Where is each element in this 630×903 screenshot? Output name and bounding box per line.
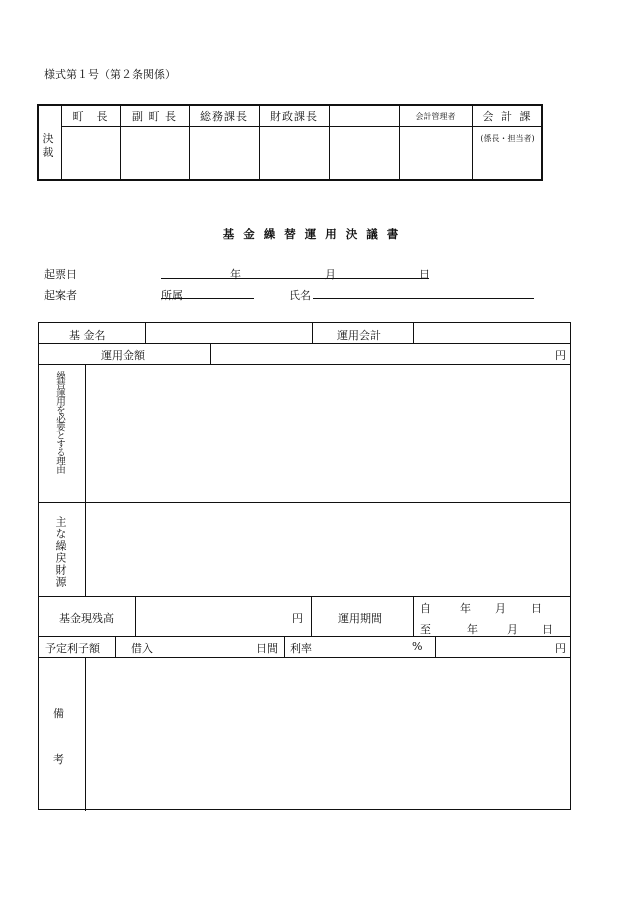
fund-name-label: 基 金名	[69, 329, 106, 342]
interest-label: 予定利子額	[45, 642, 100, 655]
drafter-dept: 所属	[161, 289, 183, 302]
period-label: 運用期間	[338, 612, 382, 625]
approval-header-general-affairs: 総務課長	[200, 110, 248, 123]
percent-label: %	[412, 640, 423, 653]
approval-header-finance: 財政課長	[270, 110, 318, 123]
drafter-label: 起案者	[44, 289, 77, 302]
from-year: 年	[460, 602, 471, 615]
remarks-label-2: 考	[53, 753, 64, 766]
draft-year: 年	[230, 268, 241, 281]
operating-account-label: 運用会計	[337, 329, 381, 342]
approval-table	[37, 104, 543, 181]
draft-month: 月	[325, 268, 336, 281]
interest-yen: 円	[555, 642, 566, 655]
amount-yen: 円	[555, 349, 566, 362]
days-label: 日間	[256, 642, 278, 655]
balance-yen: 円	[292, 612, 303, 625]
approval-header-vice-mayor: 副 町 長	[132, 110, 177, 123]
from-month: 月	[495, 602, 506, 615]
source-label: 主な繰戻財源	[54, 516, 67, 588]
form-number: 様式第１号（第２条関係）	[44, 68, 176, 81]
draft-date-label: 起票日	[44, 268, 77, 281]
rate-label: 利率	[290, 642, 312, 655]
balance-label: 基金現残高	[59, 612, 114, 625]
to-month: 月	[507, 623, 518, 636]
period-to: 至	[420, 623, 431, 636]
draft-day: 日	[419, 268, 430, 281]
to-year: 年	[467, 623, 478, 636]
approval-sub-note: (係長・担当者)	[480, 134, 535, 143]
document-title: 基金繰替運用決議書	[222, 227, 408, 241]
approval-header-mayor: 町 長	[72, 110, 109, 123]
from-day: 日	[531, 602, 542, 615]
remarks-label-1: 備	[53, 707, 64, 720]
period-from: 自	[420, 602, 431, 615]
borrow-label: 借入	[131, 642, 153, 655]
approval-header-accounting-section: 会 計 課	[482, 110, 533, 123]
to-day: 日	[542, 623, 553, 636]
approval-header-accounting-manager: 会計管理者	[415, 112, 456, 121]
drafter-name: 氏名	[289, 289, 311, 302]
reason-label: 繰替運用を必要とする理由	[54, 371, 65, 473]
approval-side-label: 決裁	[42, 132, 54, 159]
resolution-form	[38, 322, 571, 810]
amount-label: 運用金額	[101, 349, 145, 362]
